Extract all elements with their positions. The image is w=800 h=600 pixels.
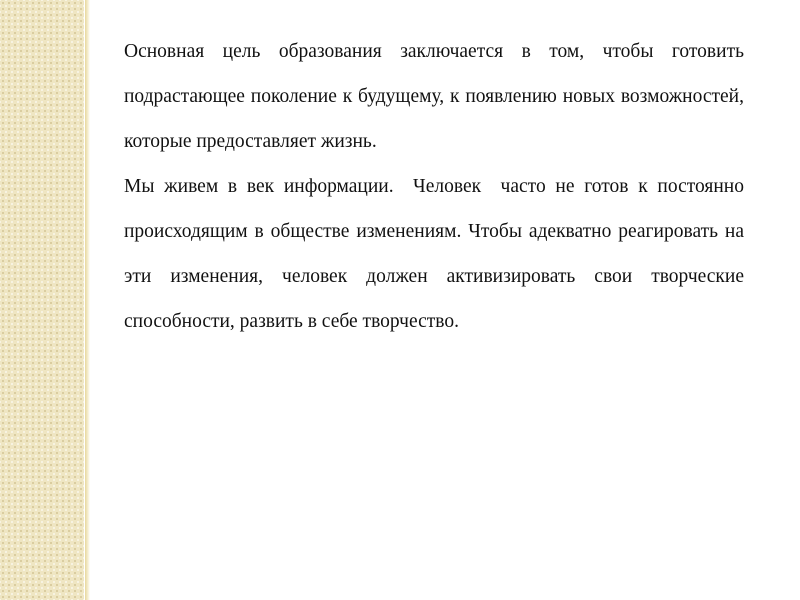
- decorative-side-rule: [85, 0, 90, 600]
- paragraph-education-goal: Основная цель образования заключается в том, чтобы готовить подрастающее поколение к будущему, к появлению новых возможностей, которые предоставляет жизнь.: [124, 41, 749, 152]
- paragraph-information-age: Мы живем в век информации. Человек часто не готов к постоянно происходящим в обществе изменениям. Чтобы адекватно реагировать на эти изменения, человек должен активизировать свои творческие способности, развить в себе творчество.: [124, 176, 749, 332]
- slide-text-body: [124, 29, 749, 344]
- decorative-side-band: [0, 0, 84, 600]
